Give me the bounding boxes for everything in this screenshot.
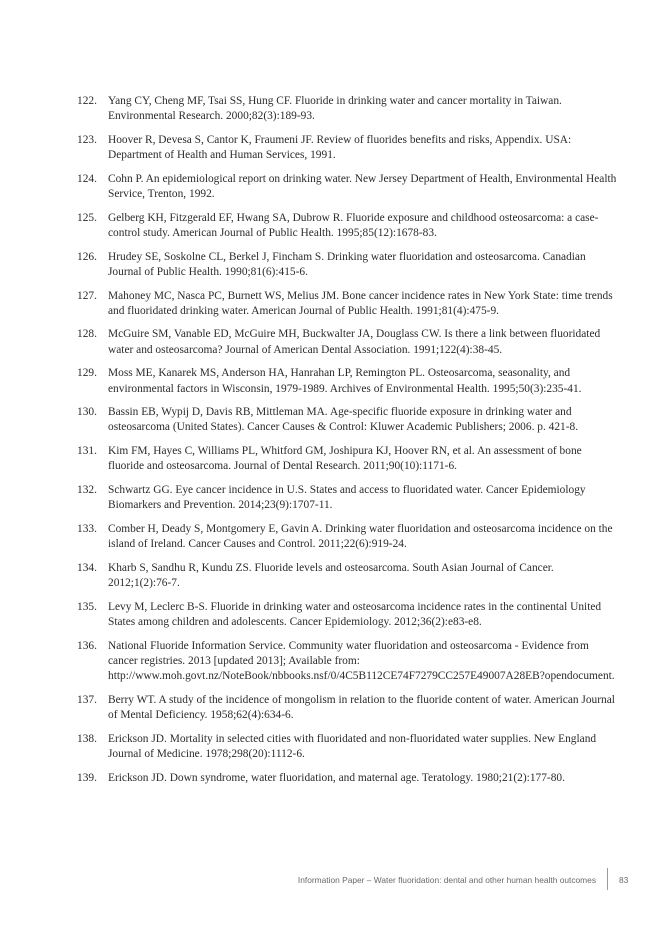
reference-number: 125. — [77, 211, 97, 224]
reference-text: Schwartz GG. Eye cancer incidence in U.S. States and access to fluoridated water. Cancer Epidemiology Biomarkers and Prevention. 2014;23(9):1707-11. — [108, 484, 586, 512]
reference-item — [77, 639, 617, 685]
reference-number: 139. — [77, 771, 97, 784]
reference-number: 136. — [77, 639, 97, 652]
reference-number: 137. — [77, 693, 97, 706]
reference-item — [77, 771, 617, 786]
page-footer — [0, 868, 662, 892]
reference-text: Moss ME, Kanarek MS, Anderson HA, Hanrahan LP, Remington PL. Osteosarcoma, seasonality, and environmental factors in Wisconsin, 1979-1989. Archives of Environmental Health. 1995;50(3):235-41. — [108, 367, 582, 395]
reference-item — [77, 444, 617, 474]
reference-item — [77, 94, 617, 124]
reference-text: McGuire SM, Vanable ED, McGuire MH, Buckwalter JA, Douglass CW. Is there a link between fluoridated water and osteosarcoma? Journal of American Dental Association. 1991;122(4):38-45. — [108, 328, 601, 356]
reference-item — [77, 133, 617, 163]
reference-item — [77, 693, 617, 723]
reference-text: Mahoney MC, Nasca PC, Burnett WS, Melius JM. Bone cancer incidence rates in New York State: time trends and fluoridated drinking water. American Journal of Public Health. 1991;81(4):475-9. — [108, 289, 613, 317]
reference-item — [77, 172, 617, 202]
reference-item — [77, 211, 617, 241]
reference-item — [77, 250, 617, 280]
reference-number: 124. — [77, 172, 97, 185]
reference-number: 133. — [77, 522, 97, 535]
reference-number: 135. — [77, 600, 97, 613]
reference-number: 123. — [77, 133, 97, 146]
reference-item — [77, 483, 617, 513]
reference-text: Hrudey SE, Soskolne CL, Berkel J, Fincham S. Drinking water fluoridation and osteosarcoma. Canadian Journal of Public Health. 1990;81(6):415-6. — [108, 250, 586, 278]
reference-item — [77, 405, 617, 435]
reference-item — [77, 366, 617, 396]
reference-text: Hoover R, Devesa S, Cantor K, Fraumeni JF. Review of fluorides benefits and risks, Appendix. USA: Department of Health and Human Services, 1991. — [108, 133, 572, 162]
reference-list — [77, 94, 617, 794]
reference-text: Erickson JD. Mortality in selected cities with fluoridated and non-fluoridated water supplies. New England Journal of Medicine. 1978;298(20):1112-6. — [108, 732, 597, 760]
reference-text: Kharb S, Sandhu R, Kundu ZS. Fluoride levels and osteosarcoma. South Asian Journal of Cancer. 2012;1(2):76-7. — [108, 561, 554, 590]
reference-text: Cohn P. An epidemiological report on drinking water. New Jersey Department of Health, Environmental Health Service, Trenton, 1992. — [108, 172, 617, 201]
reference-text: Yang CY, Cheng MF, Tsai SS, Hung CF. Fluoride in drinking water and cancer mortality in Taiwan. Environmental Research. 2000;82(3):189-93. — [108, 95, 562, 123]
reference-item — [77, 600, 617, 630]
reference-item — [77, 561, 617, 591]
reference-text: Bassin EB, Wypij D, Davis RB, Mittleman MA. Age-specific fluoride exposure in drinking water and osteosarcoma (United States). Cancer Causes & Control: Kluwer Academic Publishers; 2006. p. 421-8. — [108, 406, 579, 434]
reference-number: 134. — [77, 561, 97, 574]
footer-divider — [607, 868, 608, 890]
reference-number: 127. — [77, 289, 97, 302]
reference-text: Gelberg KH, Fitzgerald EF, Hwang SA, Dubrow R. Fluoride exposure and childhood osteosarcoma: a case-control study. American Journal of Public Health. 1995;85(12):1678-83. — [108, 211, 599, 239]
reference-number: 129. — [77, 367, 97, 380]
reference-number: 132. — [77, 484, 97, 497]
reference-item — [77, 327, 617, 357]
reference-text: Levy M, Leclerc B-S. Fluoride in drinking water and osteosarcoma incidence rates in the continental United States among children and adolescents. Cancer Epidemiology. 2012;36(2):e83-e8. — [108, 600, 602, 628]
reference-number: 128. — [77, 328, 97, 341]
reference-text: Berry WT. A study of the incidence of mongolism in relation to the fluoride content of water. American Journal of Mental Deficiency. 1958;62(4):634-6. — [108, 693, 615, 721]
reference-number: 131. — [77, 445, 97, 458]
reference-item — [77, 732, 617, 762]
reference-text: Erickson JD. Down syndrome, water fluoridation, and maternal age. Teratology. 1980;21(2):177-80. — [108, 771, 565, 784]
reference-text: National Fluoride Information Service. Community water fluoridation and osteosarcoma - Evidence from cancer registries. 2013 [updated 2013]; Available from: http://www.moh.govt.nz/NoteBook/nbbooks.nsf/0/4C5B112CE74F7279CC257E49007A28EB?opendocument. — [108, 639, 615, 683]
reference-item — [77, 522, 617, 552]
reference-text: Comber H, Deady S, Montgomery E, Gavin A. Drinking water fluoridation and osteosarcoma incidence on the island of Ireland. Cancer Causes and Control. 2011;22(6):919-24. — [108, 522, 613, 551]
reference-number: 138. — [77, 732, 97, 745]
footer-title: Information Paper – Water fluoridation: dental and other human health outcomes — [297, 875, 596, 885]
page-number: 83 — [619, 875, 629, 885]
reference-number: 122. — [77, 95, 97, 107]
reference-number: 130. — [77, 406, 97, 419]
reference-item — [77, 289, 617, 319]
reference-number: 126. — [77, 250, 97, 263]
reference-text: Kim FM, Hayes C, Williams PL, Whitford GM, Joshipura KJ, Hoover RN, et al. An assessment of bone fluoride and osteosarcoma. Journal of Dental Research. 2011;90(10):1171-6. — [108, 445, 582, 473]
